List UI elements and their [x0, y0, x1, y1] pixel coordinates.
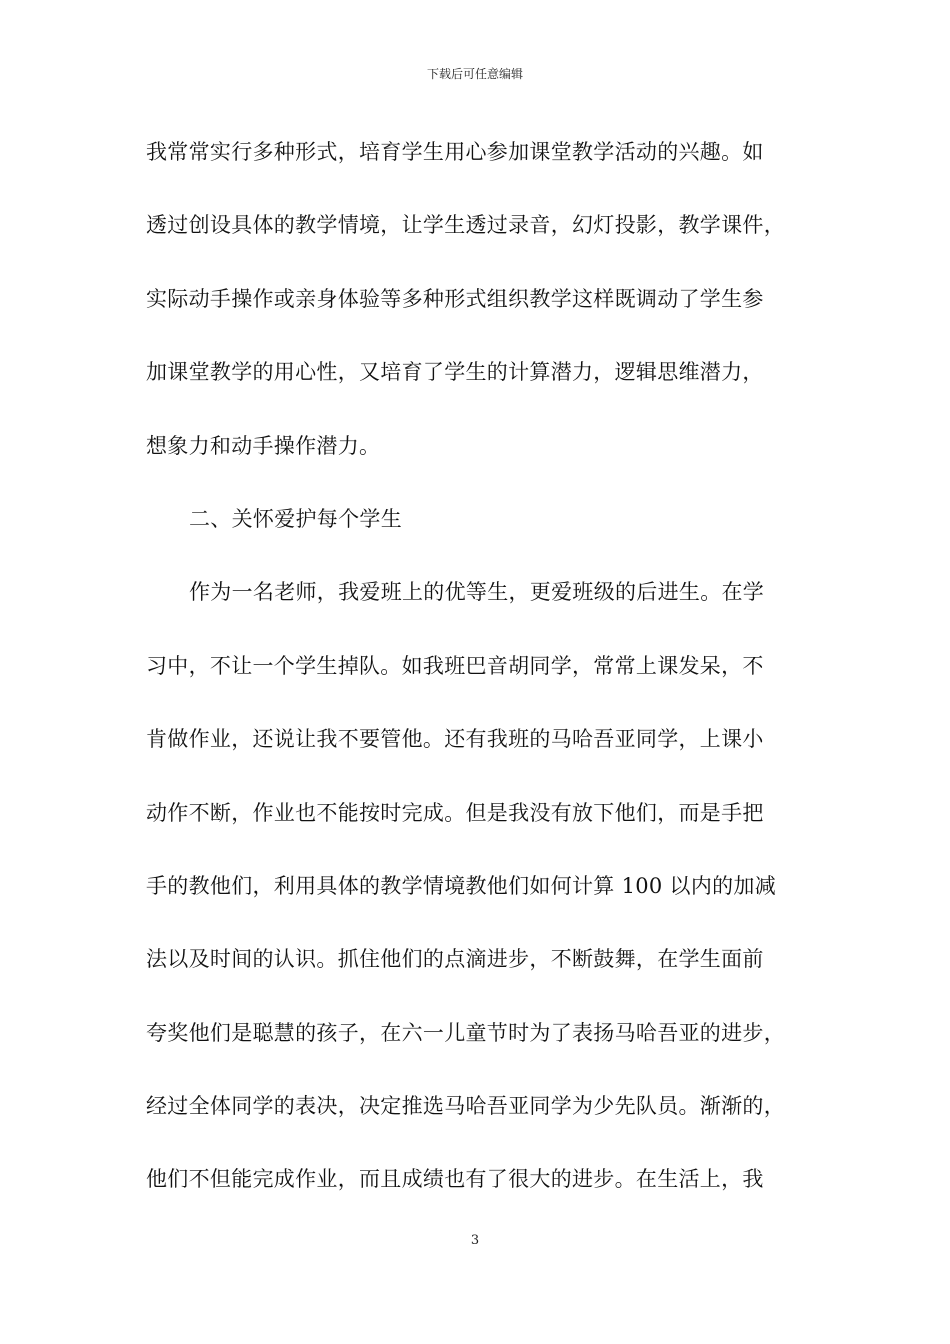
text-line: 作为一名老师，我爱班上的优等生，更爱班级的后进生。在学: [189, 580, 765, 605]
page-header: 下载后可任意编辑: [426, 67, 523, 81]
text-line: 想象力和动手操作潜力。: [146, 433, 381, 458]
text-line: 经过全体同学的表决，决定推选马哈吾亚同学为少先队员。渐渐的，: [146, 1094, 785, 1119]
text-line: 他们不但能完成作业，而且成绩也有了很大的进步。在生活上，我: [146, 1167, 764, 1192]
text-line: 我常常实行多种形式，培育学生用心参加课堂教学活动的兴趣。如: [146, 140, 764, 164]
page-number: 3: [470, 1233, 480, 1248]
text-line: 手的教他们，利用具体的教学情境教他们如何计算 100 以内的加减: [146, 873, 777, 898]
text-line: 动作不断，作业也不能按时完成。但是我没有放下他们，而是手把: [146, 800, 764, 825]
text-line: 加课堂教学的用心性，又培育了学生的计算潜力，逻辑思维潜力，: [146, 360, 764, 385]
text-line: 夸奖他们是聪慧的孩子，在六一儿童节时为了表扬马哈吾亚的进步，: [146, 1020, 785, 1045]
text-line: 透过创设具体的教学情境，让学生透过录音，幻灯投影，教学课件，: [146, 213, 785, 238]
text-line: 实际动手操作或亲身体验等多种形式组织教学这样既调动了学生参: [146, 286, 764, 311]
text-line: 法以及时间的认识。抓住他们的点滴进步，不断鼓舞，在学生面前: [146, 947, 764, 972]
text-line: 习中，不让一个学生掉队。如我班巴音胡同学，常常上课发呆，不: [146, 653, 764, 678]
text-line: 二、关怀爱护每个学生: [189, 506, 402, 531]
text-line: 肯做作业，还说让我不要管他。还有我班的马哈吾亚同学，上课小: [146, 727, 764, 752]
document-body: [146, 130, 826, 1231]
